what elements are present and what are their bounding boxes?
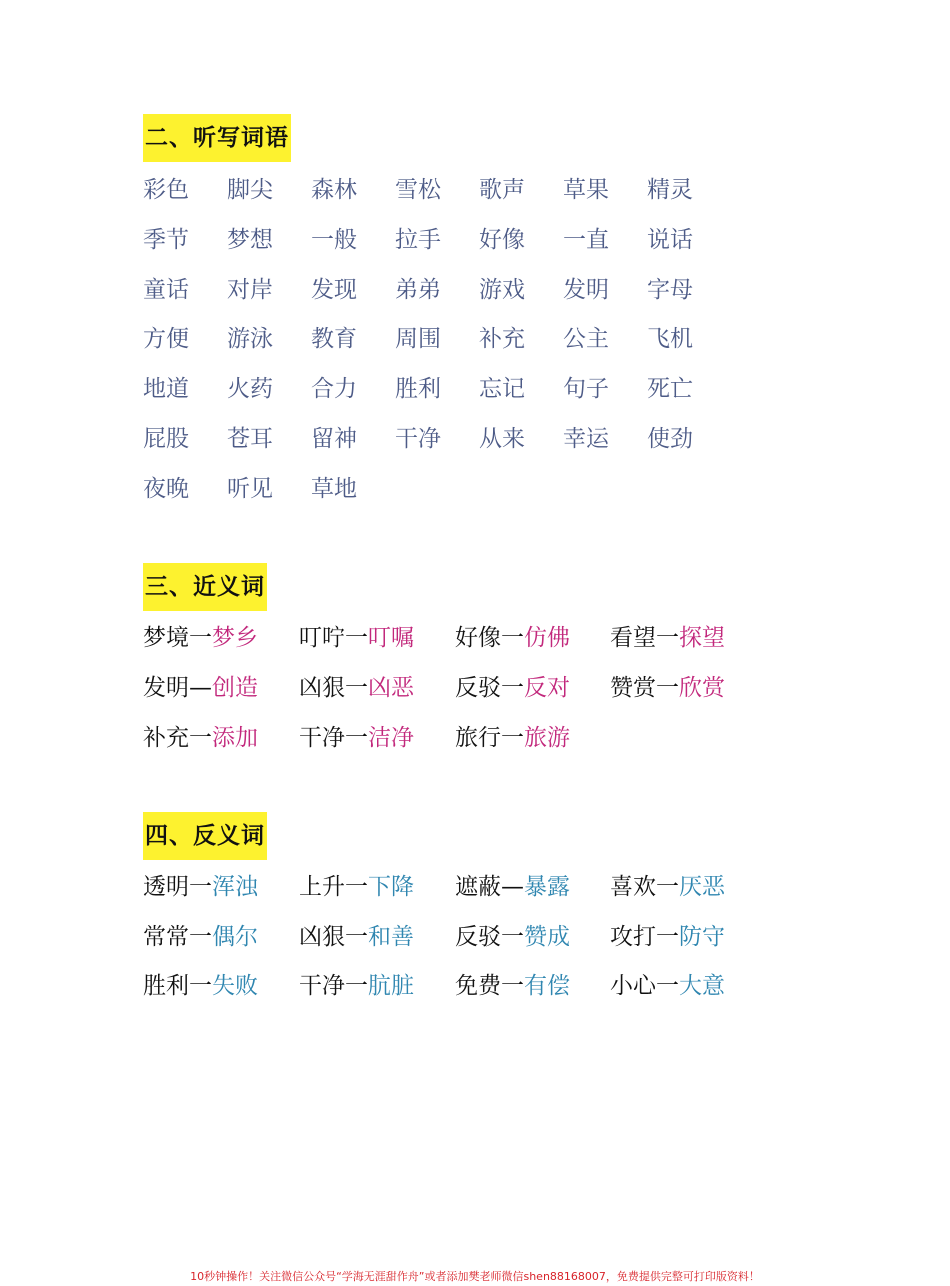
antonym-pair-match: 失败 <box>212 973 258 999</box>
antonym-pair-match: 厌恶 <box>679 874 725 900</box>
synonym-pair-match: 洁净 <box>368 725 414 751</box>
dictation-word: 一直 <box>563 227 609 253</box>
dictation-word: 精灵 <box>647 177 693 203</box>
antonym-pair-match: 下降 <box>368 874 414 900</box>
synonym-pair-word: 发明— <box>143 675 212 701</box>
dictation-word: 苍耳 <box>227 426 273 452</box>
dictation-word: 地道 <box>143 376 189 402</box>
antonym-pair-word: 喜欢一 <box>610 874 679 900</box>
synonym-pair-word: 凶狠一 <box>299 675 368 701</box>
antonym-pair-match: 赞成 <box>524 924 570 950</box>
antonym-pair-match: 防守 <box>679 924 725 950</box>
dictation-word: 拉手 <box>395 227 441 253</box>
antonym-pair-word: 攻打一 <box>610 924 679 950</box>
antonym-pair <box>610 921 725 953</box>
dictation-word: 一般 <box>311 227 357 253</box>
dictation-word: 草果 <box>563 177 609 203</box>
synonym-pair-match: 创造 <box>212 675 258 701</box>
synonym-pair-match: 梦乡 <box>212 625 258 651</box>
antonym-pair-word: 反驳一 <box>455 924 524 950</box>
synonym-pair <box>610 672 725 704</box>
dictation-word: 补充 <box>479 326 525 352</box>
heading-antonyms: 四、反义词 <box>143 812 267 860</box>
antonym-pair <box>143 970 258 1002</box>
antonym-pair-match: 和善 <box>368 924 414 950</box>
synonym-pair <box>143 672 258 704</box>
dictation-word: 森林 <box>311 177 357 203</box>
dictation-word: 从来 <box>479 426 525 452</box>
antonym-pair-word: 胜利一 <box>143 973 212 999</box>
dictation-word: 方便 <box>143 326 189 352</box>
synonym-pair-match: 反对 <box>524 675 570 701</box>
synonym-pair-word: 赞赏一 <box>610 675 679 701</box>
dictation-word: 夜晚 <box>143 476 189 502</box>
dictation-word: 教育 <box>311 326 357 352</box>
dictation-word: 幸运 <box>563 426 609 452</box>
heading-dictation: 二、听写词语 <box>143 114 291 162</box>
antonym-pair-word: 凶狠一 <box>299 924 368 950</box>
dictation-word: 歌声 <box>479 177 525 203</box>
synonym-pair-word: 补充一 <box>143 725 212 751</box>
antonym-pair-word: 免费一 <box>455 973 524 999</box>
dictation-word: 对岸 <box>227 277 273 303</box>
antonym-pair <box>299 871 414 903</box>
dictation-word: 胜利 <box>395 376 441 402</box>
antonym-pair <box>610 970 725 1002</box>
antonym-pair <box>610 871 725 903</box>
antonym-pair-match: 肮脏 <box>368 973 414 999</box>
dictation-word: 说话 <box>647 227 693 253</box>
dictation-word: 屁股 <box>143 426 189 452</box>
synonym-pair-word: 梦境一 <box>143 625 212 651</box>
dictation-word: 游戏 <box>479 277 525 303</box>
synonym-pair-word: 好像一 <box>455 625 524 651</box>
synonym-pair-word: 看望一 <box>610 625 679 651</box>
antonym-pair-word: 小心一 <box>610 973 679 999</box>
antonym-pair <box>455 921 570 953</box>
dictation-word: 发明 <box>563 277 609 303</box>
synonym-pair-word: 叮咛一 <box>299 625 368 651</box>
synonym-pair <box>610 622 725 654</box>
synonym-pair <box>455 722 570 754</box>
antonym-pair-word: 透明一 <box>143 874 212 900</box>
dictation-word: 字母 <box>647 277 693 303</box>
dictation-word: 游泳 <box>227 326 273 352</box>
antonym-pair-match: 大意 <box>679 973 725 999</box>
synonym-pair <box>455 672 570 704</box>
dictation-word: 句子 <box>563 376 609 402</box>
dictation-word: 留神 <box>311 426 357 452</box>
footer-note: 10秒钟操作！关注微信公众号“学海无涯甜作舟”或者添加樊老师微信shen88168007，免费提供完整可打印版资料！ <box>190 1270 760 1283</box>
synonym-pair-match: 探望 <box>679 625 725 651</box>
synonym-pair <box>299 672 414 704</box>
antonym-pair <box>299 970 414 1002</box>
dictation-word: 使劲 <box>647 426 693 452</box>
synonym-pair-word: 旅行一 <box>455 725 524 751</box>
dictation-word: 彩色 <box>143 177 189 203</box>
synonym-pair-match: 仿佛 <box>524 625 570 651</box>
antonym-pair-match: 暴露 <box>524 874 570 900</box>
antonym-pair-word: 上升一 <box>299 874 368 900</box>
synonym-pair <box>299 622 414 654</box>
antonym-pair <box>455 970 570 1002</box>
synonym-pair-match: 凶恶 <box>368 675 414 701</box>
dictation-word: 脚尖 <box>227 177 273 203</box>
dictation-word: 发现 <box>311 277 357 303</box>
antonym-pair <box>143 871 258 903</box>
dictation-word: 草地 <box>311 476 357 502</box>
synonym-pair-word: 干净一 <box>299 725 368 751</box>
dictation-word: 童话 <box>143 277 189 303</box>
antonym-pair <box>455 871 570 903</box>
dictation-word: 好像 <box>479 227 525 253</box>
synonym-pair <box>143 722 258 754</box>
dictation-word: 季节 <box>143 227 189 253</box>
dictation-word: 听见 <box>227 476 273 502</box>
synonym-pair-word: 反驳一 <box>455 675 524 701</box>
dictation-word: 火药 <box>227 376 273 402</box>
synonym-pair-match: 旅游 <box>524 725 570 751</box>
dictation-word: 飞机 <box>647 326 693 352</box>
dictation-word: 周围 <box>395 326 441 352</box>
dictation-word: 干净 <box>395 426 441 452</box>
synonym-pair <box>455 622 570 654</box>
synonym-pair-match: 叮嘱 <box>368 625 414 651</box>
dictation-word: 公主 <box>563 326 609 352</box>
dictation-word: 雪松 <box>395 177 441 203</box>
synonym-pair <box>299 722 414 754</box>
dictation-word: 忘记 <box>479 376 525 402</box>
antonym-pair <box>143 921 258 953</box>
antonym-pair-match: 有偿 <box>524 973 570 999</box>
dictation-word: 梦想 <box>227 227 273 253</box>
dictation-word: 死亡 <box>647 376 693 402</box>
dictation-word: 弟弟 <box>395 277 441 303</box>
antonym-pair-match: 浑浊 <box>212 874 258 900</box>
dictation-word: 合力 <box>311 376 357 402</box>
heading-synonyms: 三、近义词 <box>143 563 267 611</box>
synonym-pair <box>143 622 258 654</box>
synonym-pair-match: 欣赏 <box>679 675 725 701</box>
antonym-pair-match: 偶尔 <box>212 924 258 950</box>
antonym-pair-word: 遮蔽— <box>455 874 524 900</box>
antonym-pair-word: 常常一 <box>143 924 212 950</box>
synonym-pair-match: 添加 <box>212 725 258 751</box>
antonym-pair <box>299 921 414 953</box>
antonym-pair-word: 干净一 <box>299 973 368 999</box>
